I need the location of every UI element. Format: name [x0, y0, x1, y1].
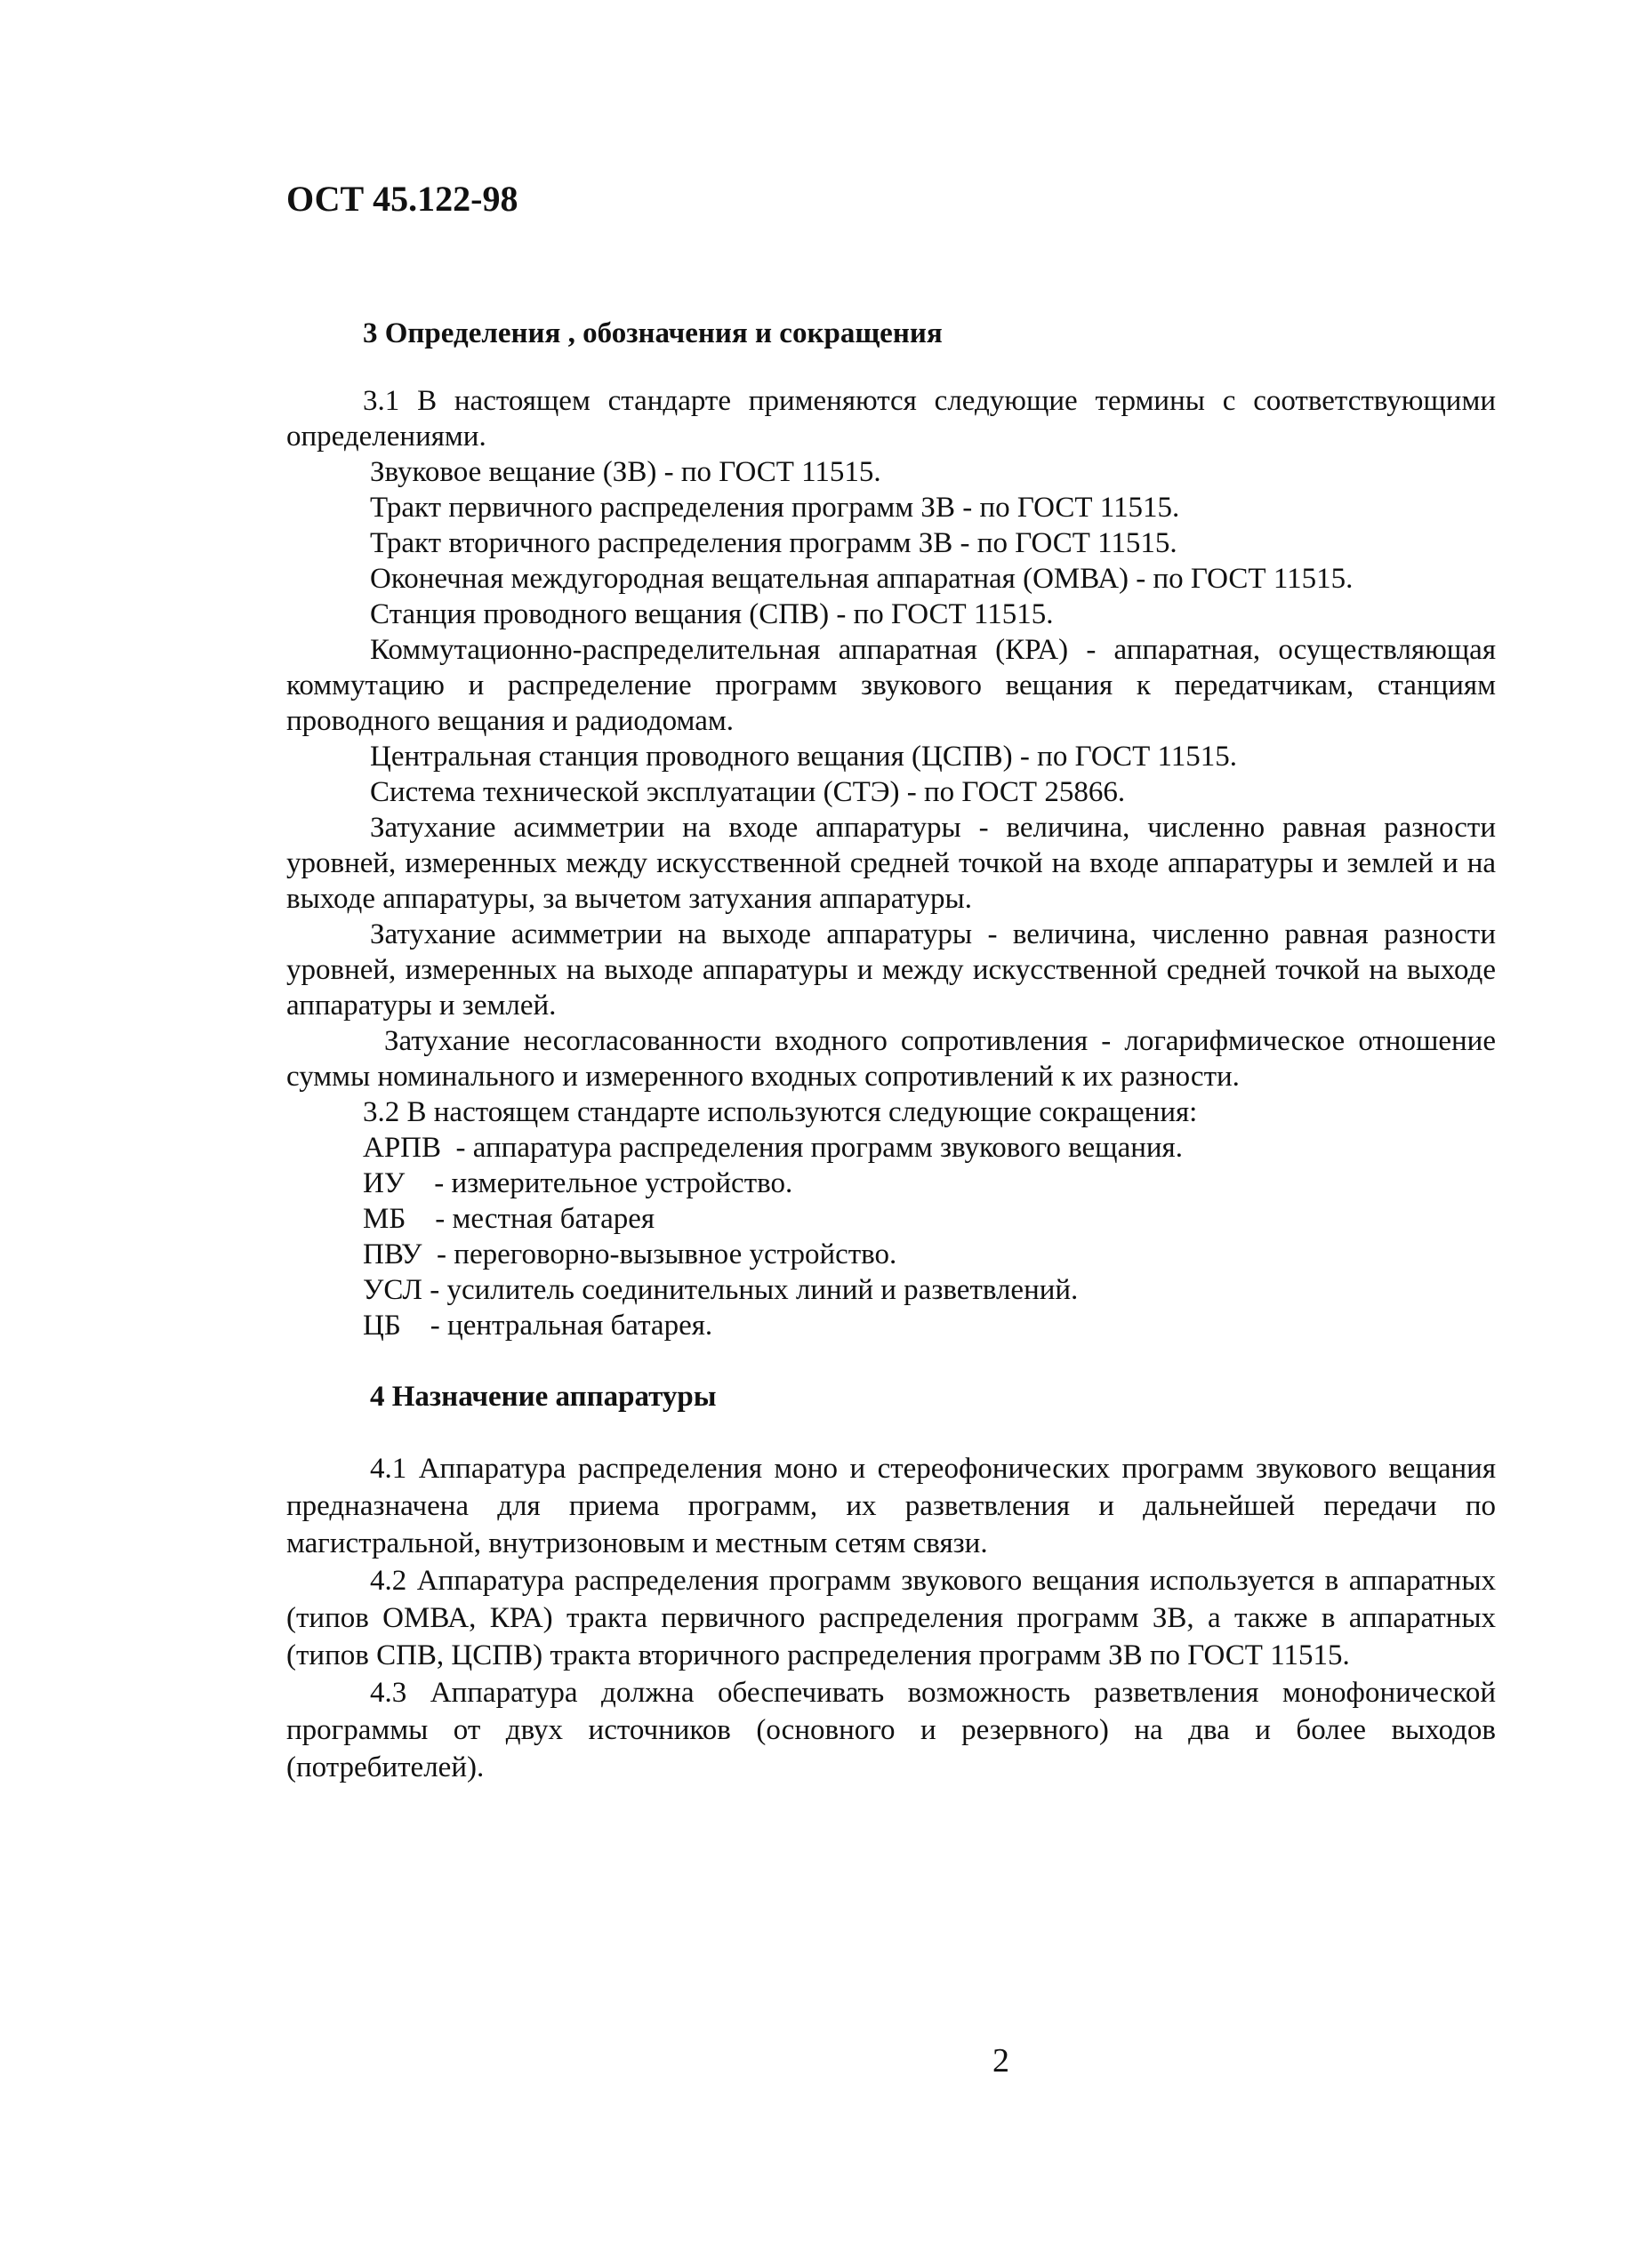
- term-sound-broadcasting: Звуковое вещание (ЗВ) - по ГОСТ 11515.: [370, 456, 881, 488]
- section-4-title: 4 Назначение аппаратуры: [370, 1381, 717, 1413]
- abbreviation-item: УСЛ - усилитель соединительных линий и разветвлений.: [363, 1274, 1079, 1306]
- abbreviation-code: МБ: [363, 1203, 406, 1235]
- term-output-asymmetry-attenuation: Затухание асимметрии на выходе аппаратуры - величина, численно равная разности уровней, измеренных на выходе аппаратуры и между искусственной средней точкой на выходе аппаратуры и землей.: [286, 918, 1496, 1022]
- term-ste: Система технической эксплуатации (СТЭ) - по ГОСТ 25866.: [370, 776, 1126, 808]
- term-kra: Коммутационно-распределительная аппаратная (КРА) - аппаратная, осуществляющая коммутацию и распределение программ звукового вещания к передатчикам, станциям проводного вещания и радиодомам.: [286, 634, 1496, 737]
- abbreviation-item: АРПВ - аппаратура распределения программ звукового вещания.: [363, 1132, 1183, 1164]
- term-cspv: Центральная станция проводного вещания (ЦСПВ) - по ГОСТ 11515.: [370, 741, 1237, 773]
- abbreviation-item: ПВУ - переговорно-вызывное устройство.: [363, 1238, 897, 1270]
- abbreviation-desc: переговорно-вызывное устройство.: [454, 1238, 897, 1270]
- document-code: ОСТ 45.122-98: [286, 179, 518, 219]
- abbreviation-code: АРПВ: [363, 1132, 442, 1164]
- abbreviation-desc: измерительное устройство.: [451, 1167, 793, 1199]
- paragraph-3-2: 3.2 В настоящем стандарте используются следующие сокращения:: [363, 1096, 1198, 1128]
- section-4: [286, 1379, 1496, 1786]
- page-number: 2: [992, 2042, 1009, 2080]
- term-omva: Оконечная междугородная вещательная аппаратная (ОМВА) - по ГОСТ 11515.: [370, 563, 1354, 595]
- abbreviation-code: ЦБ: [363, 1310, 401, 1342]
- paragraph-3-1: 3.1 В настоящем стандарте применяются следующие термины с соответствующими определениями.: [286, 385, 1496, 453]
- term-primary-distribution-path: Тракт первичного распределения программ ЗВ - по ГОСТ 11515.: [370, 492, 1180, 524]
- section-3-title: 3 Определения , обозначения и сокращения: [363, 317, 943, 349]
- term-mismatch-attenuation: Затухание несогласованности входного сопротивления - логарифмическое отношение суммы номинального и измеренного входных сопротивлений к их разности.: [286, 1025, 1496, 1093]
- abbreviation-item: МБ - местная батарея: [363, 1203, 655, 1235]
- term-secondary-distribution-path: Тракт вторичного распределения программ ЗВ - по ГОСТ 11515.: [370, 527, 1177, 559]
- abbreviation-desc: местная батарея: [452, 1203, 655, 1235]
- document-body: [286, 316, 1496, 1786]
- abbreviation-code: ИУ: [363, 1167, 406, 1199]
- abbreviation-item: ЦБ - центральная батарея.: [363, 1310, 713, 1342]
- paragraph-4-3: 4.3 Аппаратура должна обеспечивать возможность разветвления монофонической программы от двух источников (основного и резервного) на два и более выходов (потребителей).: [286, 1677, 1496, 1783]
- paragraph-4-2: 4.2 Аппаратура распределения программ звукового вещания используется в аппаратных (типов ОМВА, КРА) тракта первичного распределения программ ЗВ, а также в аппаратных (типов СПВ, ЦСПВ) тракта вторичного распределения программ ЗВ по ГОСТ 11515.: [286, 1565, 1496, 1671]
- abbreviation-desc: усилитель соединительных линий и разветвлений.: [446, 1274, 1079, 1306]
- paragraph-4-1: 4.1 Аппаратура распределения моно и стереофонических программ звукового вещания предназначена для приема программ, их разветвления и дальнейшей передачи по магистральной, внутризоновым и местным сетям связи.: [286, 1453, 1496, 1559]
- abbreviation-desc: центральная батарея.: [447, 1310, 713, 1342]
- term-input-asymmetry-attenuation: Затухание асимметрии на входе аппаратуры - величина, численно равная разности уровней, измеренных между искусственной средней точкой на входе аппаратуры и землей и на выходе аппаратуры, за вычетом затухания аппаратуры.: [286, 812, 1496, 915]
- abbreviation-code: ПВУ: [363, 1238, 422, 1270]
- abbreviation-desc: аппаратура распределения программ звукового вещания.: [472, 1132, 1183, 1164]
- abbreviation-item: ИУ - измерительное устройство.: [363, 1167, 793, 1199]
- term-spv: Станция проводного вещания (СПВ) - по ГОСТ 11515.: [370, 598, 1054, 630]
- abbreviation-code: УСЛ: [363, 1274, 422, 1306]
